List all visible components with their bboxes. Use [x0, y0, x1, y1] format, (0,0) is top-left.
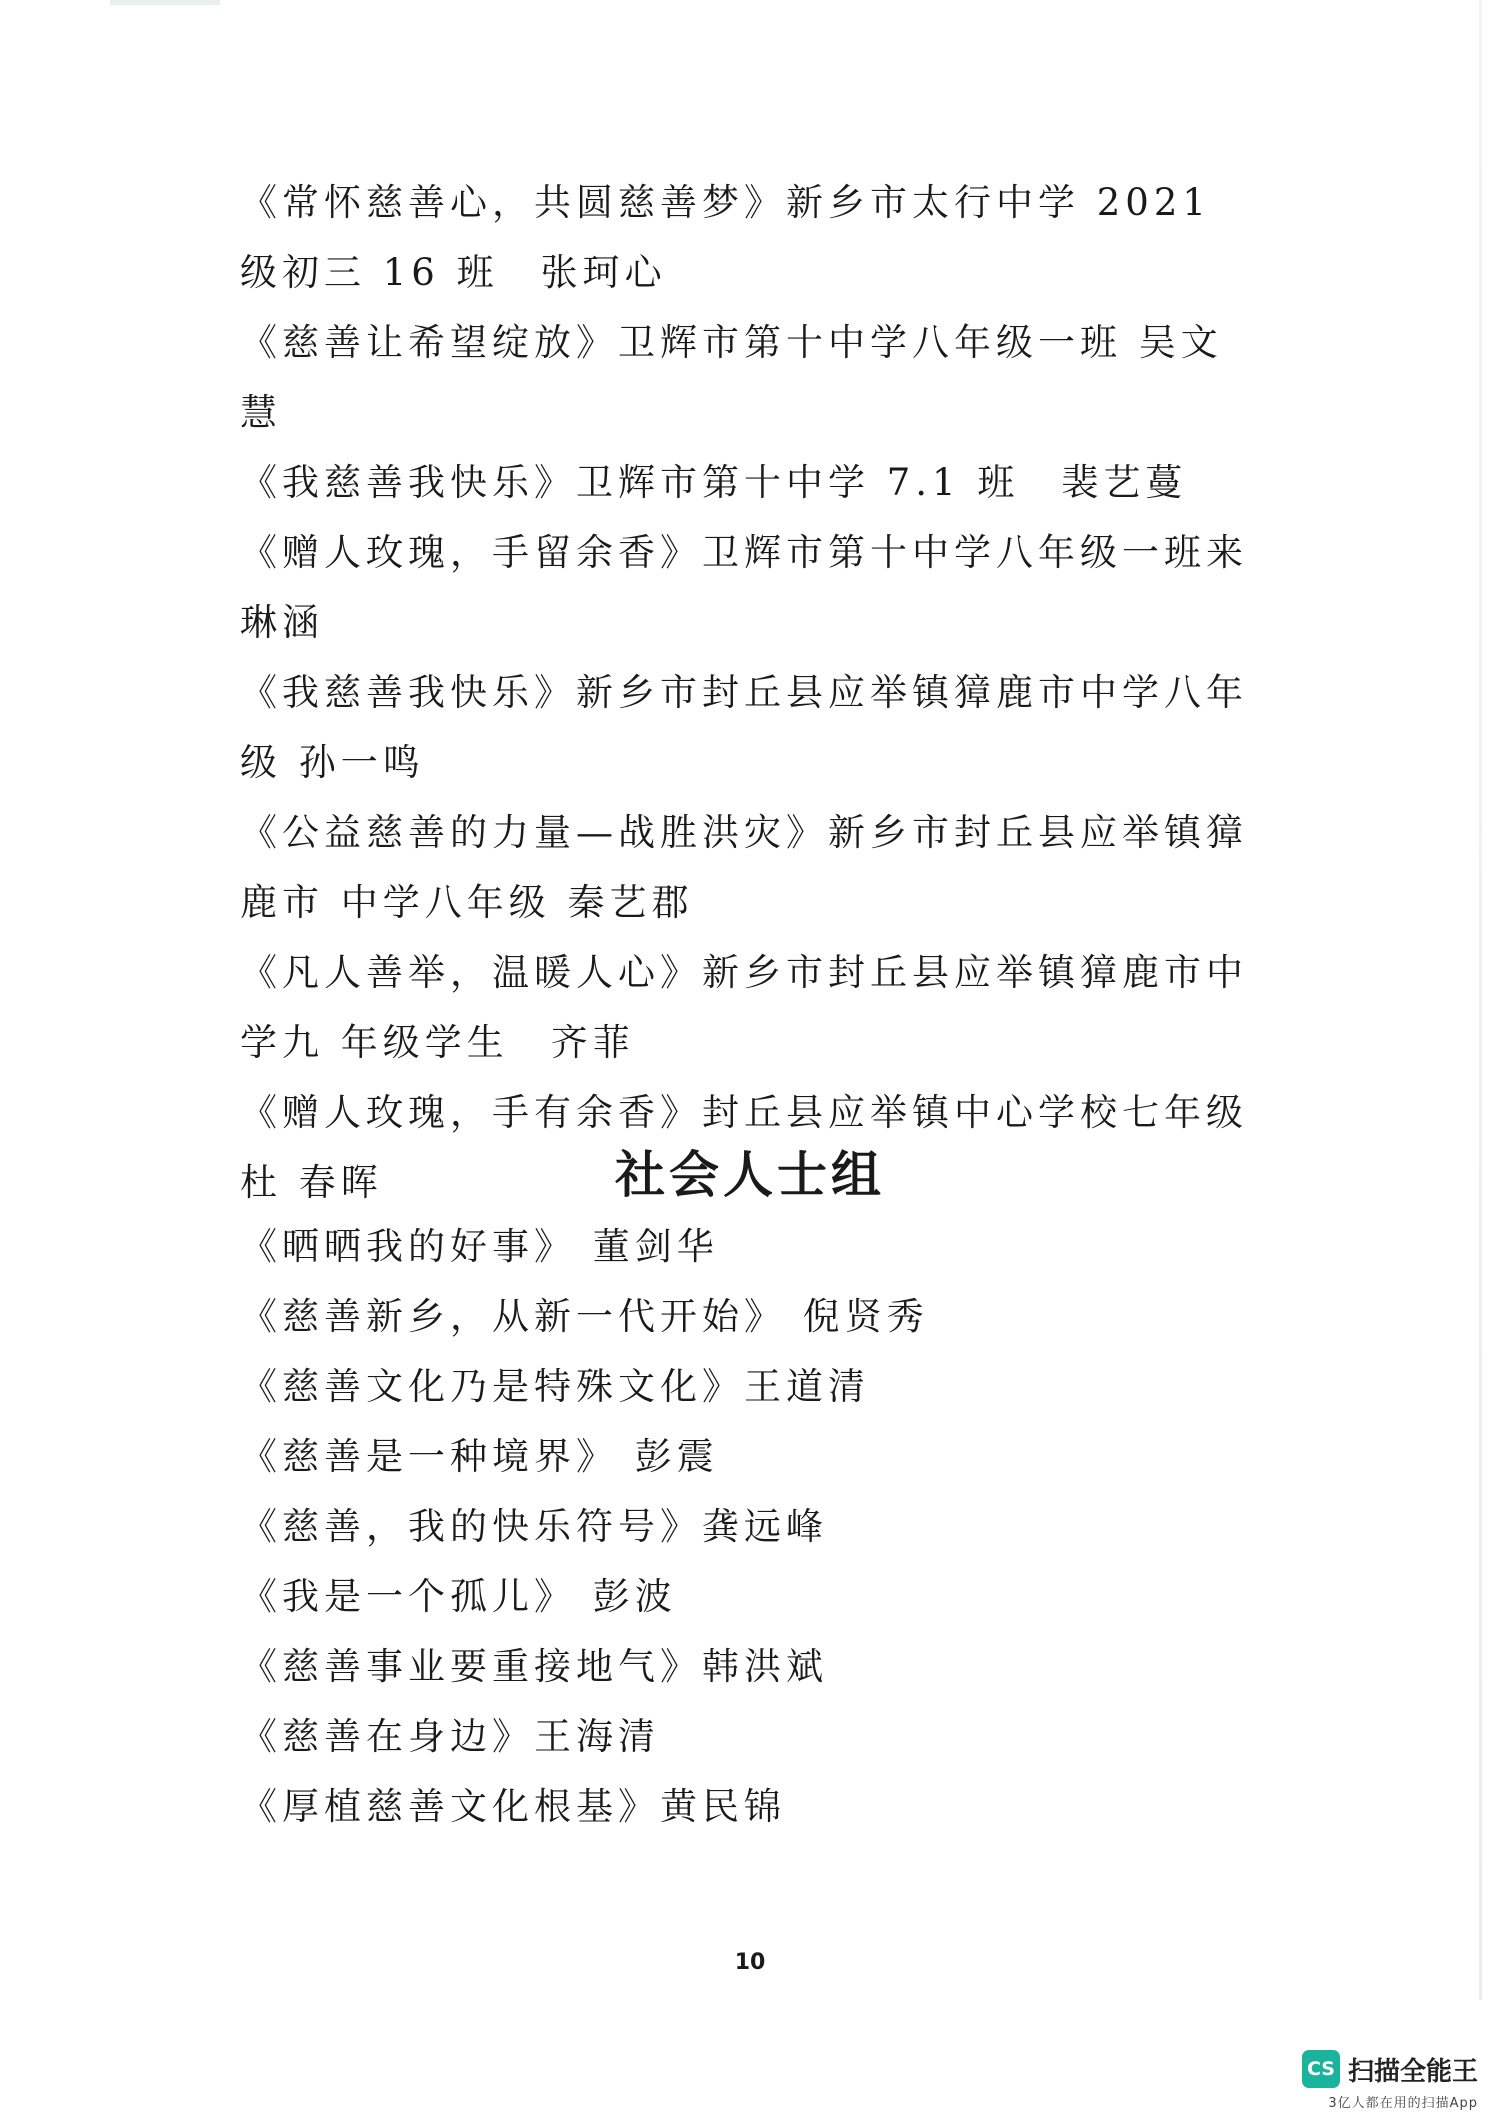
list-item: 《厚植慈善文化根基》黄民锦 — [240, 1785, 786, 1828]
scanner-watermark — [1302, 2050, 1478, 2111]
list-item: 《慈善在身边》王海清 — [240, 1715, 660, 1758]
watermark-app-name: 扫描全能王 — [1347, 2056, 1478, 2087]
list-item: 《慈善文化乃是特殊文化》王道清 — [240, 1365, 870, 1408]
section-title: 社会人士组 — [615, 1146, 885, 1204]
public-entry-list — [240, 1212, 1250, 1842]
list-item: 《凡人善举，温暖人心》新乡市封丘县应举镇獐鹿市中学九 年级学生 齐菲 — [240, 951, 1248, 1064]
list-item: 《我慈善我快乐》卫辉市第十中学 7.1 班 裴艺蔓 — [240, 461, 1188, 504]
list-item: 《慈善新乡，从新一代开始》 倪贤秀 — [240, 1295, 929, 1338]
list-item: 《我慈善我快乐》新乡市封丘县应举镇獐鹿市中学八年级 孙一鸣 — [240, 671, 1248, 784]
scan-top-mark — [110, 0, 220, 5]
page-number: 10 — [734, 1950, 766, 1975]
list-item: 《赠人玫瑰，手留余香》卫辉市第十中学八年级一班来琳涵 — [240, 531, 1248, 644]
list-item: 《我是一个孤儿》 彭波 — [240, 1575, 677, 1618]
camscanner-logo-icon: CS — [1302, 2050, 1340, 2088]
list-item: 《赠人玫瑰，手有余香》封丘县应举镇中心学校七年级 杜 春晖 — [240, 1091, 1290, 1204]
scan-edge — [1479, 0, 1482, 2000]
list-item: 《常怀慈善心，共圆慈善梦》新乡市太行中学 2021 级初三 16 班 张珂心 — [240, 181, 1228, 294]
list-item: 《慈善是一种境界》 彭震 — [240, 1435, 719, 1478]
list-item: 《慈善让希望绽放》卫辉市第十中学八年级一班 吴文慧 — [240, 321, 1223, 434]
list-item: 《慈善事业要重接地气》韩洪斌 — [240, 1645, 828, 1688]
list-item: 《公益慈善的力量—战胜洪灾》新乡市封丘县应举镇獐鹿市 中学八年级 秦艺郡 — [240, 811, 1248, 924]
student-entry-list — [240, 168, 1290, 1218]
list-item: 《晒晒我的好事》 董剑华 — [240, 1225, 719, 1268]
watermark-tagline: 3亿人都在用的扫描App — [1328, 2096, 1478, 2111]
list-item: 《慈善，我的快乐符号》龚远峰 — [240, 1505, 828, 1548]
